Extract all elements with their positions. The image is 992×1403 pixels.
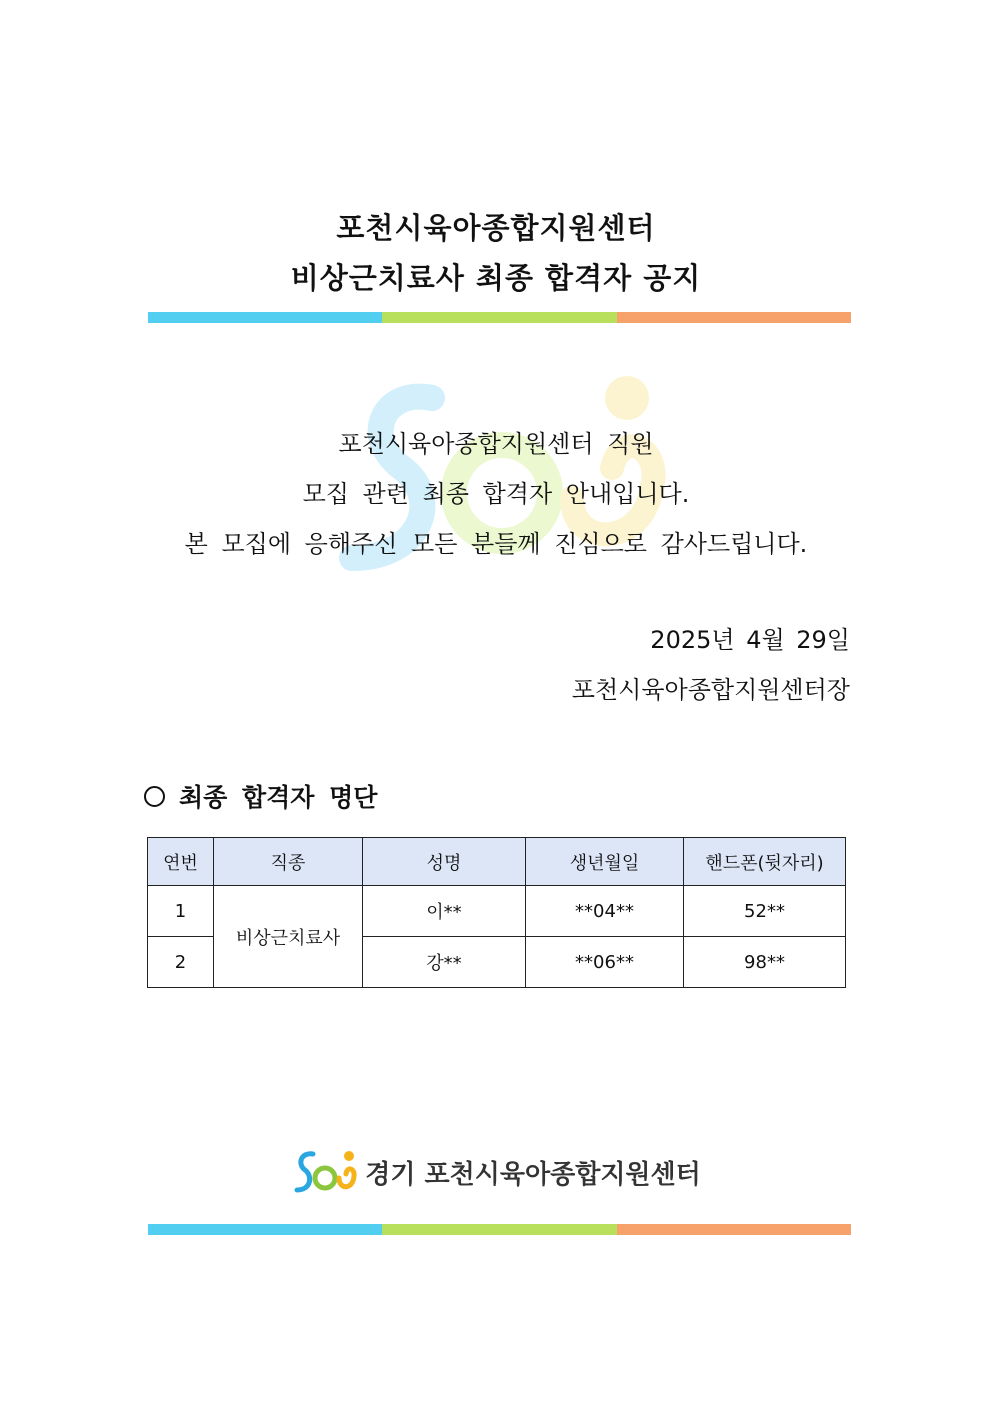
results-table: [147, 837, 846, 988]
cell-no: 2: [148, 937, 214, 988]
notice-date: 2025년 4월 29일: [650, 626, 850, 654]
cell-name: 이**: [363, 886, 526, 937]
cell-job: 비상근치료사: [214, 886, 363, 988]
notice-signer: 포천시육아종합지원센터장: [571, 676, 850, 704]
document-title: 포천시육아종합지원센터: [336, 211, 656, 245]
col-header-job: 직종: [214, 838, 363, 886]
col-header-name: 성명: [363, 838, 526, 886]
col-header-phone: 핸드폰(뒷자리): [684, 838, 846, 886]
cell-birth: **04**: [526, 886, 684, 937]
cell-name: 강**: [363, 937, 526, 988]
center-logo-icon: [291, 1148, 359, 1196]
section-heading: [144, 778, 377, 814]
document-subtitle: 비상근치료사 최종 합격자 공지: [290, 261, 702, 295]
section-heading-text: 최종 합격자 명단: [179, 783, 378, 812]
table-row: [148, 886, 846, 937]
notice-line-2: 모집 관련 최종 합격자 안내입니다.: [302, 480, 690, 508]
table-header-row: [148, 838, 846, 886]
cell-phone: 98**: [684, 937, 846, 988]
cell-birth: **06**: [526, 937, 684, 988]
col-header-birth: 생년월일: [526, 838, 684, 886]
notice-line-3: 본 모집에 응해주신 모든 분들께 진심으로 감사드립니다.: [184, 530, 808, 558]
notice-line-1: 포천시육아종합지원센터 직원: [338, 430, 654, 458]
circle-bullet-icon: [144, 786, 165, 807]
cell-no: 1: [148, 886, 214, 937]
footer-org-name: 경기 포천시육아종합지원센터: [365, 1159, 701, 1190]
footer: [0, 1148, 992, 1196]
color-divider-top: [148, 312, 851, 323]
cell-phone: 52**: [684, 886, 846, 937]
color-divider-bottom: [148, 1224, 851, 1235]
col-header-no: 연번: [148, 838, 214, 886]
